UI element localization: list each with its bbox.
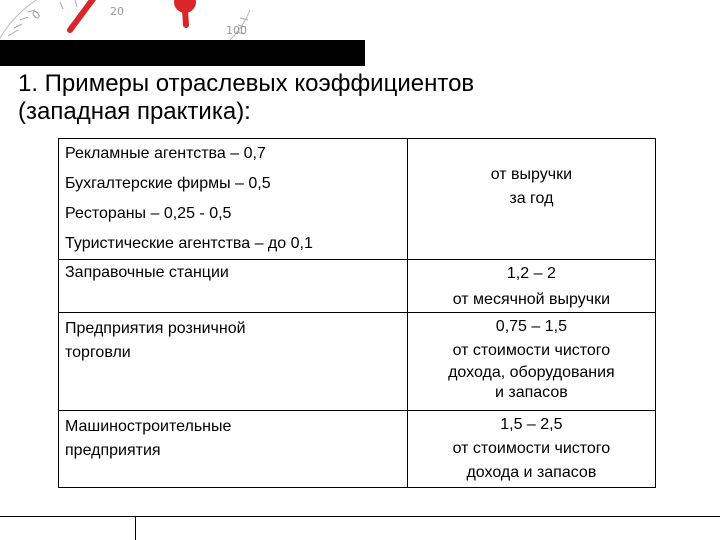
title-line-2: (западная практика): — [18, 98, 251, 125]
gauge-label-0: 0 — [29, 7, 44, 23]
industry-cell — [59, 260, 408, 313]
list-item: Заправочные станции — [65, 264, 229, 281]
basis-line: дохода, оборудования — [448, 364, 615, 381]
value-cell — [407, 411, 655, 488]
coefficients-table — [58, 138, 656, 482]
list-item: Предприятия розничной — [65, 320, 246, 337]
page-title — [18, 70, 698, 126]
list-item: Бухгалтерские фирмы – 0,5 — [65, 175, 271, 192]
value-cell — [407, 313, 655, 411]
list-item: Туристические агентства – до 0,1 — [65, 235, 313, 252]
basis-line: дохода и запасов — [466, 464, 597, 481]
basis-line: от стоимости чистого — [452, 342, 611, 359]
gauge-label-20: 20 — [110, 5, 124, 18]
gauge-label-100: 100 — [226, 24, 247, 37]
basis-cell — [407, 139, 655, 260]
industry-cell — [59, 411, 408, 488]
basis-line: от месячной выручки — [452, 291, 611, 308]
list-item: торговли — [65, 344, 131, 361]
list-item: Машиностроительные — [65, 418, 232, 435]
table-row — [59, 139, 656, 260]
basis-line: от выручки — [490, 166, 573, 183]
list-item: Рестораны – 0,25 - 0,5 — [65, 205, 232, 222]
industry-cell — [59, 313, 408, 411]
industry-cell — [59, 139, 408, 260]
table-row — [59, 411, 656, 488]
list-item: предприятия — [65, 442, 161, 459]
footer-divider-tick — [135, 516, 136, 540]
basis-line: за год — [509, 190, 554, 207]
title-line-1: 1. Примеры отраслевых коэффициентов — [18, 70, 475, 97]
coefficient-value: 1,2 – 2 — [506, 265, 556, 282]
coefficient-value: 0,75 – 1,5 — [495, 318, 567, 335]
table-row — [59, 260, 656, 313]
basis-line: от стоимости чистого — [452, 440, 611, 457]
list-item: Рекламные агентства – 0,7 — [65, 145, 266, 162]
table-row — [59, 313, 656, 411]
value-cell — [407, 260, 655, 313]
speedometer-icon — [0, 0, 280, 40]
header-bar — [0, 40, 365, 66]
footer-divider — [0, 516, 720, 517]
coefficient-value: 1,5 – 2,5 — [500, 416, 563, 433]
basis-line: и запасов — [495, 384, 568, 401]
